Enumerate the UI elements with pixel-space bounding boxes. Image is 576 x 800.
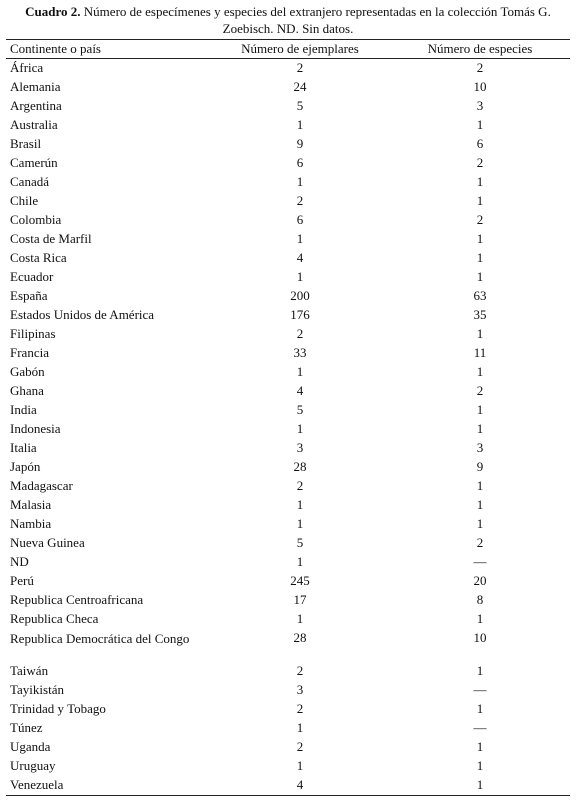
- specimens-cell: 2: [296, 326, 304, 341]
- specimens-cell: 5: [296, 402, 304, 417]
- country-cell: Japón: [10, 459, 41, 474]
- table-row: [6, 306, 570, 325]
- specimens-cell: 33: [293, 345, 307, 360]
- table-row: [6, 681, 570, 700]
- specimens-cell: 176: [290, 307, 310, 322]
- species-cell: 1: [476, 364, 484, 379]
- species-cell: 2: [476, 60, 484, 75]
- species-cell: 20: [473, 573, 487, 588]
- country-cell: Estados Unidos de América: [10, 307, 155, 322]
- table-row: [6, 135, 570, 154]
- specimens-cell: 4: [296, 250, 304, 265]
- country-cell: Alemania: [10, 79, 61, 94]
- country-cell: Taiwán: [10, 663, 49, 678]
- species-cell: 1: [476, 117, 484, 132]
- species-cell: 1: [476, 269, 484, 284]
- specimens-cell: 17: [293, 592, 307, 607]
- specimens-cell: 1: [296, 758, 304, 773]
- country-cell: Camerún: [10, 155, 58, 170]
- species-cell: 8: [476, 592, 484, 607]
- specimens-cell: 9: [296, 136, 304, 151]
- country-cell: Canadá: [10, 174, 49, 189]
- specimens-cell: 2: [296, 478, 304, 493]
- specimens-cell: 1: [296, 174, 304, 189]
- specimens-cell: 5: [296, 98, 304, 113]
- specimens-cell: 1: [296, 364, 304, 379]
- specimens-cell: 2: [296, 193, 304, 208]
- specimens-cell: 200: [290, 288, 310, 303]
- header-species: Número de especies: [427, 41, 533, 56]
- table-row: [6, 173, 570, 192]
- country-cell: Argentina: [10, 98, 62, 113]
- table-row: [6, 325, 570, 344]
- specimens-cell: 2: [296, 663, 304, 678]
- table-row: [6, 738, 570, 757]
- species-cell: 1: [476, 758, 484, 773]
- species-cell: —: [473, 720, 487, 735]
- table-header-row: [6, 40, 570, 59]
- species-cell: 35: [473, 307, 487, 322]
- caption-text: Número de especímenes y especies del extranjero representadas en la colección Tomás G. Zoebisch. ND. Sin datos.: [83, 4, 551, 36]
- country-cell: Colombia: [10, 212, 62, 227]
- country-cell: Chile: [10, 193, 39, 208]
- species-cell: 1: [476, 739, 484, 754]
- species-cell: —: [473, 682, 487, 697]
- specimens-cell: 1: [296, 231, 304, 246]
- table-row: [6, 776, 570, 796]
- table-row: [6, 249, 570, 268]
- country-cell: España: [10, 288, 48, 303]
- species-cell: 1: [476, 174, 484, 189]
- specimens-cell: 1: [296, 516, 304, 531]
- country-cell: Indonesia: [10, 421, 61, 436]
- specimens-cell: 2: [296, 60, 304, 75]
- specimens-cell: 2: [296, 701, 304, 716]
- table-row: [6, 154, 570, 173]
- country-cell: Filipinas: [10, 326, 56, 341]
- table-caption: [6, 3, 570, 37]
- country-cell: Madagascar: [10, 478, 73, 493]
- specimens-cell: 1: [296, 554, 304, 569]
- table-row: [6, 515, 570, 534]
- species-cell: 1: [476, 326, 484, 341]
- country-cell: Uganda: [10, 739, 51, 754]
- table-row: [6, 610, 570, 629]
- specimens-cell: 245: [290, 573, 310, 588]
- country-cell: Costa Rica: [10, 250, 67, 265]
- table-row: [6, 662, 570, 681]
- table-row: [6, 230, 570, 249]
- country-cell: Republica Checa: [10, 611, 99, 626]
- species-cell: 2: [476, 155, 484, 170]
- country-cell: Italia: [10, 440, 37, 455]
- table-row: [6, 59, 570, 79]
- species-cell: 63: [473, 288, 487, 303]
- specimens-cell: 4: [296, 383, 304, 398]
- species-cell: 9: [476, 459, 484, 474]
- species-cell: 1: [476, 250, 484, 265]
- table-row: [6, 287, 570, 306]
- table-row: [6, 439, 570, 458]
- specimens-cell: 5: [296, 535, 304, 550]
- species-cell: 1: [476, 193, 484, 208]
- country-cell: India: [10, 402, 37, 417]
- specimens-cell: 6: [296, 155, 304, 170]
- country-cell: Republica Centroafricana: [10, 592, 144, 607]
- specimens-cell: 2: [296, 739, 304, 754]
- table-row: [6, 211, 570, 230]
- specimens-cell: 3: [296, 440, 304, 455]
- table-row: [6, 572, 570, 591]
- country-cell: Brasil: [10, 136, 42, 151]
- table-row: [6, 700, 570, 719]
- country-cell: Tayikistán: [10, 682, 64, 697]
- country-cell: Trinidad y Tobago: [10, 701, 106, 716]
- table-body: [6, 59, 570, 796]
- table-row: [6, 382, 570, 401]
- country-cell: Australia: [10, 117, 58, 132]
- table-row: [6, 629, 570, 662]
- specimens-cell: 1: [296, 269, 304, 284]
- country-cell: Gabón: [10, 364, 45, 379]
- specimens-cell: 6: [296, 212, 304, 227]
- table-row: [6, 420, 570, 439]
- country-cell: Francia: [10, 345, 49, 360]
- table-row: [6, 458, 570, 477]
- table-row: [6, 757, 570, 776]
- species-cell: 1: [476, 421, 484, 436]
- species-cell: 1: [476, 611, 484, 626]
- country-cell: Costa de Marfil: [10, 231, 92, 246]
- species-cell: 1: [476, 516, 484, 531]
- species-cell: 1: [476, 497, 484, 512]
- country-cell: Túnez: [10, 720, 43, 735]
- species-cell: 11: [473, 345, 487, 360]
- specimens-cell: 1: [296, 497, 304, 512]
- specimens-cell: 28: [293, 630, 307, 645]
- table-row: [6, 116, 570, 135]
- table-row: [6, 401, 570, 420]
- country-cell: Ecuador: [10, 269, 54, 284]
- table-row: [6, 477, 570, 496]
- species-cell: 1: [476, 402, 484, 417]
- header-country: Continente o país: [10, 41, 101, 56]
- species-cell: 1: [476, 701, 484, 716]
- header-specimens: Número de ejemplares: [241, 41, 359, 56]
- table-row: [6, 268, 570, 287]
- country-cell: África: [10, 60, 44, 75]
- country-cell: Nueva Guinea: [10, 535, 85, 550]
- species-cell: 2: [476, 383, 484, 398]
- species-cell: 1: [476, 231, 484, 246]
- specimens-cell: 4: [296, 777, 304, 792]
- table-row: [6, 719, 570, 738]
- species-cell: 6: [476, 136, 484, 151]
- species-cell: 10: [473, 630, 487, 645]
- table-row: [6, 344, 570, 363]
- country-cell: ND: [10, 554, 29, 569]
- table-row: [6, 591, 570, 610]
- country-cell: Venezuela: [10, 777, 64, 792]
- country-cell: Ghana: [10, 383, 44, 398]
- species-cell: —: [473, 554, 487, 569]
- country-cell: Malasia: [10, 497, 52, 512]
- table-row: [6, 363, 570, 382]
- specimens-cell: 1: [296, 720, 304, 735]
- species-cell: 1: [476, 777, 484, 792]
- table-row: [6, 534, 570, 553]
- species-cell: 2: [476, 212, 484, 227]
- country-cell: Perú: [10, 573, 34, 588]
- specimens-cell: 28: [293, 459, 307, 474]
- specimens-cell: 24: [293, 79, 307, 94]
- species-cell: 1: [476, 663, 484, 678]
- table-row: [6, 97, 570, 116]
- caption-label: Cuadro 2.: [25, 4, 81, 19]
- specimens-table: [6, 39, 570, 796]
- table-row: [6, 553, 570, 572]
- specimens-cell: 1: [296, 117, 304, 132]
- specimens-cell: 3: [296, 682, 304, 697]
- species-cell: 3: [476, 98, 484, 113]
- table-row: [6, 192, 570, 211]
- species-cell: 10: [473, 79, 487, 94]
- table-row: [6, 496, 570, 515]
- country-cell: Republica Democrática del Congo: [10, 631, 190, 646]
- specimens-cell: 1: [296, 421, 304, 436]
- specimens-cell: 1: [296, 611, 304, 626]
- species-cell: 2: [476, 535, 484, 550]
- country-cell: Uruguay: [10, 758, 56, 773]
- country-cell: Nambia: [10, 516, 52, 531]
- species-cell: 3: [476, 440, 484, 455]
- table-row: [6, 78, 570, 97]
- species-cell: 1: [476, 478, 484, 493]
